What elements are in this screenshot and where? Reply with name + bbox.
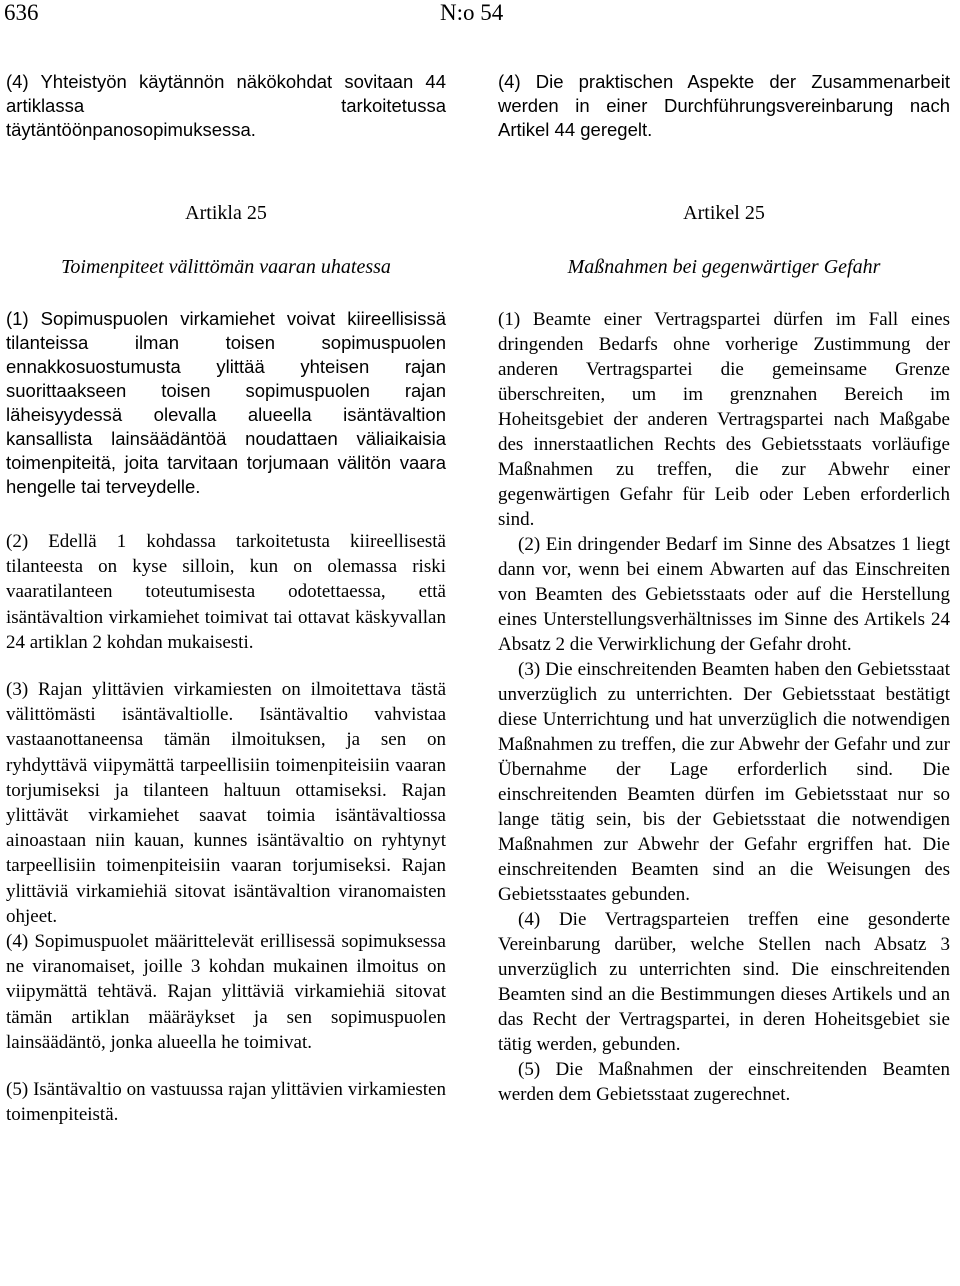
german-column [498, 70, 950, 1107]
german-paragraph-1: (1) Beamte einer Vertragspartei dürfen im Fall eines dringenden Bedarfs ohne vorherige Zustimmung der anderen Vertragspartei die gemeinsame Grenze überschreiten, um im grenznahen Bereich im Hoheitsgebiet der anderen Vertragspartei nach Maßgabe des innerstaatlichen Rechts des Gebietsstaats vorläufige Maßnahmen zu treffen, die zur Abwehr einer gegenwärtigen Gefahr für Leib oder Leben erforderlich sind. [498, 309, 950, 530]
finnish-paragraph-2: (2) Edellä 1 kohdassa tarkoitetusta kiireellisestä tilanteesta on kyse silloin, kun on olemassa riski vaaratilanteen toteutumisesta odotettaessa, että isäntävaltion virkamiehet toimivat tai ottavat käskyvallan 24 artiklan 2 kohdan mukaisesti. [6, 531, 446, 653]
finnish-column [6, 70, 446, 1127]
page-number: 636 [4, 0, 39, 25]
finnish-intro-paragraph: (4) Yhteistyön käytännön näkökohdat sovitaan 44 artiklassa tarkoitetussa täytäntöönpanosopimuksessa. [6, 71, 446, 140]
finnish-article-title: Toimenpiteet välittömän vaaran uhatessa [61, 256, 391, 278]
finnish-paragraph-3-rest: Isäntävaltio vahvistaa vastaanottaneensa tämän ilmoituksen, ja sen on ryhdyttävä viipymättä tarpeellisiin toimenpiteisiin vaaran torjumiseksi ja tilanteen haltuun ottamiseksi. Rajan ylittävät virkamiehet saavat toimia isäntävaltiossa ainoastaan niin kauan, kunnes isäntävaltio on ryhtynyt tarpeellisiin toimenpiteisiin vaaran torjumiseksi. Rajan ylittäviä virkamiehiä sitovat isäntävaltion viranomaisten ohjeet. [6, 704, 446, 927]
german-paragraph-5: (5) Die Maßnahmen der einschreitenden Beamten werden dem Gebietsstaat zugerechnet. [498, 1059, 950, 1105]
finnish-paragraph-3 [6, 677, 446, 929]
finnish-paragraph-4: (4) Sopimuspuolet määrittelevät erillisessä sopimuksessa ne viranomaiset, joille 3 kohdan mukainen ilmoitus on viipymättä tehtävä. Rajan ylittäviä virkamiehiä sitovat tämän artiklan määräykset ja sen sopimuspuolen lainsäädäntö, jonka alueella he toimivat. [6, 931, 446, 1053]
german-article-heading: Artikel 25 [683, 202, 765, 224]
german-intro-paragraph: (4) Die praktischen Aspekte der Zusammenarbeit werden in einer Durchführungsvereinbarung nach Artikel 44 geregelt. [498, 71, 950, 140]
german-paragraph-4: (4) Die Vertragsparteien treffen eine gesonderte Vereinbarung darüber, welche Stellen nach Absatz 3 unverzüglich zu unterrichten sind. Die einschreitenden Beamten sind an die Bestimmungen dieses Artikels und an das Recht der Vertragspartei, in deren Hoheitsgebiet sie tätig werden, gebunden. [498, 909, 950, 1055]
finnish-paragraph-3-first: (3) Rajan ylittävien virkamiesten on ilmoitettava tästä välittömästi isäntävaltiolle. [6, 679, 446, 726]
german-article-title: Maßnahmen bei gegenwärtiger Gefahr [567, 256, 881, 278]
german-paragraph-2: (2) Ein dringender Bedarf im Sinne des Absatzes 1 liegt dann vor, wenn bei einem Abwarten auf das Einschreiten von Beamten des Gebietsstaats oder auf die Herstellung eines Unterstellungsverhältnisses im Sinne des Artikels 24 Absatz 2 die Verwirklichung der Gefahr droht. [498, 534, 950, 655]
german-paragraph-3: (3) Die einschreitenden Beamten haben den Gebietsstaat unverzüglich zu unterrichten. Der Gebietsstaat bestätigt diese Unterrichtung und hat unverzüglich die notwendigen Maßnahmen zu treffen, die zur Abwehr der Gefahr und zur Übernahme der Lage erforderlich sind. Die einschreitenden Beamten dürfen im Gebietsstaat nur so lange tätig sein, bis der Gebietsstaat die notwendigen Maßnahmen zur Abwehr der Gefahr ergriffen hat. Die einschreitenden Beamten sind an die Weisungen des Gebietsstaates gebunden. [498, 659, 950, 905]
issue-number: N:o 54 [440, 0, 504, 25]
finnish-paragraph-1: (1) Sopimuspuolen virkamiehet voivat kiireellisissä tilanteissa ilman toisen sopimuspuolen ennakkosuostumusta ylittää yhteisen rajan suorittaakseen toisen sopimuspuolen rajan läheisyydessä olevalla alueella isäntävaltion kansallista lainsäädäntöä noudattaen väliaikaisia toimenpiteitä, joita tarvitaan torjumaan välitön vaara hengelle tai terveydelle. [6, 308, 446, 497]
finnish-article-heading: Artikla 25 [185, 202, 267, 224]
finnish-paragraph-5: (5) Isäntävaltio on vastuussa rajan ylittävien virkamiesten toimenpiteistä. [6, 1079, 446, 1126]
